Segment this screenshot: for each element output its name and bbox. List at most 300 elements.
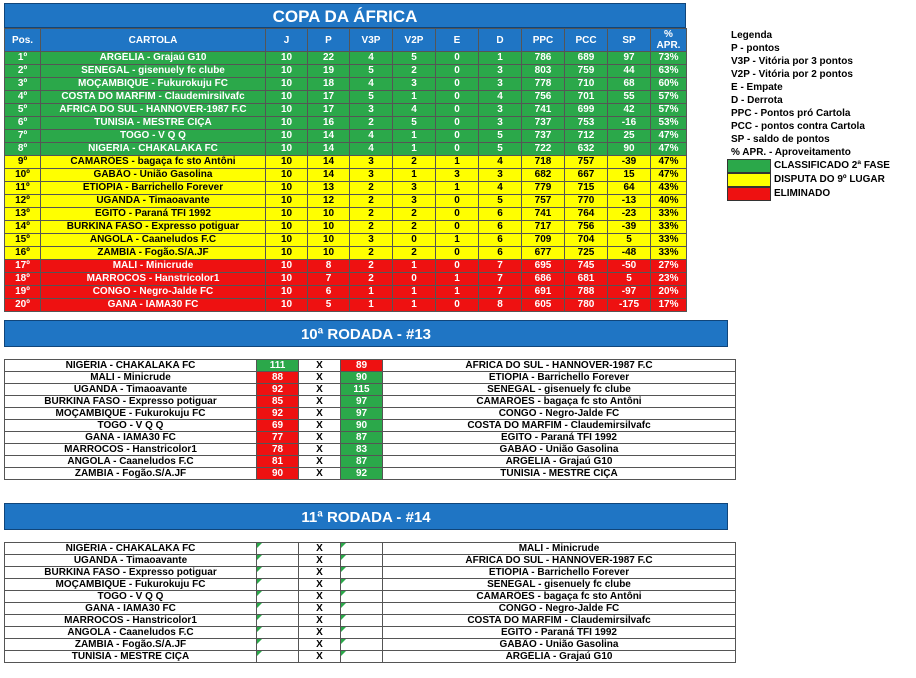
cell-pcc: 725 bbox=[565, 247, 608, 260]
match-row bbox=[5, 579, 736, 591]
cell-ppc: 756 bbox=[522, 91, 565, 104]
cell-apr: 23% bbox=[651, 273, 687, 286]
standings-row bbox=[5, 208, 687, 221]
cell-ppc: 709 bbox=[522, 234, 565, 247]
col-header-ppc: PPC bbox=[522, 29, 565, 52]
versus-label: X bbox=[299, 468, 341, 480]
cell-apr: 53% bbox=[651, 117, 687, 130]
cell-v2p: 2 bbox=[393, 221, 436, 234]
cell-pos: 18º bbox=[5, 273, 41, 286]
cell-cartola: NIGÉRIA - CHAKALAKA FC bbox=[41, 143, 266, 156]
away-score: 83 bbox=[341, 444, 383, 456]
cell-apr: 27% bbox=[651, 260, 687, 273]
cell-v3p: 2 bbox=[350, 182, 393, 195]
cell-v3p: 3 bbox=[350, 104, 393, 117]
cell-pcc: 756 bbox=[565, 221, 608, 234]
round11-matches-table bbox=[4, 542, 736, 663]
home-team: MARROCOS - Hanstricolor1 bbox=[5, 444, 257, 456]
match-row bbox=[5, 543, 736, 555]
cell-sp: -16 bbox=[608, 117, 651, 130]
standings-title: COPA DA ÁFRICA bbox=[4, 3, 686, 28]
away-team: MALI - Minicrude bbox=[383, 543, 736, 555]
standings-row bbox=[5, 130, 687, 143]
cell-d: 6 bbox=[479, 234, 522, 247]
away-team: EGITO - Paraná TFI 1992 bbox=[383, 627, 736, 639]
home-team: GANA - IAMA30 FC bbox=[5, 432, 257, 444]
cell-pcc: 701 bbox=[565, 91, 608, 104]
cell-v2p: 0 bbox=[393, 234, 436, 247]
cell-d: 5 bbox=[479, 143, 522, 156]
cell-cartola: SENEGAL - gisenuely fc clube bbox=[41, 65, 266, 78]
cell-p: 17 bbox=[308, 91, 350, 104]
cell-v3p: 2 bbox=[350, 260, 393, 273]
versus-label: X bbox=[299, 372, 341, 384]
legend-line: % APR. - Aproveitamento bbox=[731, 147, 851, 158]
cell-sp: 68 bbox=[608, 78, 651, 91]
cell-apr: 17% bbox=[651, 299, 687, 312]
cell-sp: 5 bbox=[608, 234, 651, 247]
away-score bbox=[341, 567, 383, 579]
cell-ppc: 741 bbox=[522, 208, 565, 221]
home-score: 69 bbox=[257, 420, 299, 432]
match-row bbox=[5, 591, 736, 603]
cell-v3p: 2 bbox=[350, 273, 393, 286]
cell-sp: -13 bbox=[608, 195, 651, 208]
cell-pcc: 699 bbox=[565, 104, 608, 117]
away-team: ETIÓPIA - Barrichello Forever bbox=[383, 372, 736, 384]
cell-j: 10 bbox=[266, 273, 308, 286]
cell-v2p: 5 bbox=[393, 117, 436, 130]
away-score bbox=[341, 651, 383, 663]
home-team: UGANDA - Timaoavante bbox=[5, 555, 257, 567]
cell-v3p: 1 bbox=[350, 286, 393, 299]
cell-cartola: ANGOLA - Caaneludos F.C bbox=[41, 234, 266, 247]
versus-label: X bbox=[299, 432, 341, 444]
cell-ppc: 677 bbox=[522, 247, 565, 260]
cell-v2p: 1 bbox=[393, 143, 436, 156]
cell-e: 0 bbox=[436, 260, 479, 273]
col-header-j: J bbox=[266, 29, 308, 52]
cell-v3p: 4 bbox=[350, 52, 393, 65]
cell-ppc: 605 bbox=[522, 299, 565, 312]
match-row bbox=[5, 420, 736, 432]
cell-v2p: 2 bbox=[393, 156, 436, 169]
cell-p: 22 bbox=[308, 52, 350, 65]
cell-pcc: 704 bbox=[565, 234, 608, 247]
away-score: 87 bbox=[341, 432, 383, 444]
cell-pos: 19º bbox=[5, 286, 41, 299]
col-header-sp: SP bbox=[608, 29, 651, 52]
away-team: CONGO - Negro-Jalde FC bbox=[383, 603, 736, 615]
cell-v2p: 1 bbox=[393, 130, 436, 143]
cell-j: 10 bbox=[266, 78, 308, 91]
cell-sp: 42 bbox=[608, 104, 651, 117]
cell-d: 6 bbox=[479, 221, 522, 234]
cell-ppc: 778 bbox=[522, 78, 565, 91]
cell-pos: 13º bbox=[5, 208, 41, 221]
cell-pcc: 745 bbox=[565, 260, 608, 273]
home-score: 78 bbox=[257, 444, 299, 456]
standings-row bbox=[5, 182, 687, 195]
col-header-v3p: V3P bbox=[350, 29, 393, 52]
standings-row bbox=[5, 104, 687, 117]
cell-sp: 97 bbox=[608, 52, 651, 65]
cell-cartola: TOGO - V Q Q bbox=[41, 130, 266, 143]
cell-pcc: 759 bbox=[565, 65, 608, 78]
away-score bbox=[341, 579, 383, 591]
away-team: ÁFRICA DO SUL - HANNOVER-1987 F.C bbox=[383, 555, 736, 567]
cell-d: 3 bbox=[479, 78, 522, 91]
cell-j: 10 bbox=[266, 286, 308, 299]
cell-v2p: 2 bbox=[393, 65, 436, 78]
away-team: ETIÓPIA - Barrichello Forever bbox=[383, 567, 736, 579]
cell-e: 1 bbox=[436, 234, 479, 247]
cell-d: 4 bbox=[479, 156, 522, 169]
col-header-d: D bbox=[479, 29, 522, 52]
cell-v3p: 3 bbox=[350, 234, 393, 247]
cell-e: 0 bbox=[436, 117, 479, 130]
standings-row bbox=[5, 52, 687, 65]
cell-pos: 8º bbox=[5, 143, 41, 156]
cell-j: 10 bbox=[266, 52, 308, 65]
cell-p: 14 bbox=[308, 156, 350, 169]
cell-ppc: 718 bbox=[522, 156, 565, 169]
cell-j: 10 bbox=[266, 234, 308, 247]
home-team: ANGOLA - Caaneludos F.C bbox=[5, 627, 257, 639]
cell-apr: 73% bbox=[651, 52, 687, 65]
away-score bbox=[341, 615, 383, 627]
versus-label: X bbox=[299, 543, 341, 555]
cell-sp: -48 bbox=[608, 247, 651, 260]
cell-sp: 5 bbox=[608, 273, 651, 286]
standings-table bbox=[4, 28, 687, 312]
cell-v2p: 2 bbox=[393, 247, 436, 260]
standings-row bbox=[5, 299, 687, 312]
cell-p: 7 bbox=[308, 273, 350, 286]
cell-v3p: 4 bbox=[350, 78, 393, 91]
home-score: 111 bbox=[257, 360, 299, 372]
col-header-e: E bbox=[436, 29, 479, 52]
cell-pcc: 715 bbox=[565, 182, 608, 195]
cell-sp: 25 bbox=[608, 130, 651, 143]
away-team: COSTA DO MARFIM - Claudemirsilvafc bbox=[383, 615, 736, 627]
home-score bbox=[257, 555, 299, 567]
match-row bbox=[5, 639, 736, 651]
zone-swatch-red bbox=[727, 187, 771, 201]
away-team: TUNÍSIA - MESTRE CIÇA bbox=[383, 468, 736, 480]
cell-cartola: ZAMBIA - Fogão.S/A.JF bbox=[41, 247, 266, 260]
cell-d: 3 bbox=[479, 104, 522, 117]
cell-sp: -23 bbox=[608, 208, 651, 221]
cell-d: 4 bbox=[479, 91, 522, 104]
away-score bbox=[341, 543, 383, 555]
round11-title: 11ª RODADA - #14 bbox=[4, 503, 728, 530]
cell-v2p: 0 bbox=[393, 273, 436, 286]
cell-sp: 55 bbox=[608, 91, 651, 104]
away-score bbox=[341, 603, 383, 615]
cell-pos: 15º bbox=[5, 234, 41, 247]
cell-e: 0 bbox=[436, 104, 479, 117]
cell-apr: 47% bbox=[651, 156, 687, 169]
cell-cartola: ÁFRICA DO SUL - HANNOVER-1987 F.C bbox=[41, 104, 266, 117]
cell-cartola: GABÃO - União Gasolina bbox=[41, 169, 266, 182]
home-team: TOGO - V Q Q bbox=[5, 420, 257, 432]
cell-pos: 1º bbox=[5, 52, 41, 65]
cell-e: 0 bbox=[436, 52, 479, 65]
cell-j: 10 bbox=[266, 169, 308, 182]
standings-row bbox=[5, 65, 687, 78]
home-score: 90 bbox=[257, 468, 299, 480]
cell-ppc: 737 bbox=[522, 130, 565, 143]
standings-row bbox=[5, 260, 687, 273]
cell-ppc: 786 bbox=[522, 52, 565, 65]
cell-apr: 47% bbox=[651, 143, 687, 156]
away-score: 97 bbox=[341, 396, 383, 408]
cell-pos: 10º bbox=[5, 169, 41, 182]
cell-v3p: 4 bbox=[350, 143, 393, 156]
cell-j: 10 bbox=[266, 299, 308, 312]
standings-row bbox=[5, 117, 687, 130]
cell-sp: 90 bbox=[608, 143, 651, 156]
cell-j: 10 bbox=[266, 104, 308, 117]
legend-line: P - pontos bbox=[731, 43, 780, 54]
match-row bbox=[5, 444, 736, 456]
cell-cartola: MARROCOS - Hanstricolor1 bbox=[41, 273, 266, 286]
home-score: 81 bbox=[257, 456, 299, 468]
cell-j: 10 bbox=[266, 91, 308, 104]
home-team: ZAMBIA - Fogão.S/A.JF bbox=[5, 468, 257, 480]
cell-apr: 33% bbox=[651, 221, 687, 234]
cell-d: 7 bbox=[479, 286, 522, 299]
cell-d: 1 bbox=[479, 52, 522, 65]
cell-pos: 4º bbox=[5, 91, 41, 104]
away-team: ARGÉLIA - Grajaú G10 bbox=[383, 651, 736, 663]
zone-label: ELIMINADO bbox=[774, 188, 831, 199]
home-team: ANGOLA - Caaneludos F.C bbox=[5, 456, 257, 468]
cell-ppc: 741 bbox=[522, 104, 565, 117]
match-row bbox=[5, 627, 736, 639]
cell-p: 10 bbox=[308, 208, 350, 221]
cell-apr: 33% bbox=[651, 208, 687, 221]
round10-body bbox=[5, 360, 736, 480]
cell-pcc: 780 bbox=[565, 299, 608, 312]
cell-p: 5 bbox=[308, 299, 350, 312]
cell-pcc: 757 bbox=[565, 156, 608, 169]
cell-d: 3 bbox=[479, 169, 522, 182]
cell-pcc: 770 bbox=[565, 195, 608, 208]
match-row bbox=[5, 555, 736, 567]
cell-v2p: 3 bbox=[393, 182, 436, 195]
cell-pos: 3º bbox=[5, 78, 41, 91]
away-score: 90 bbox=[341, 420, 383, 432]
cell-e: 0 bbox=[436, 299, 479, 312]
standings-row bbox=[5, 273, 687, 286]
cell-e: 0 bbox=[436, 208, 479, 221]
cell-e: 0 bbox=[436, 65, 479, 78]
away-team: ARGÉLIA - Grajaú G10 bbox=[383, 456, 736, 468]
cell-pos: 2º bbox=[5, 65, 41, 78]
home-team: GANA - IAMA30 FC bbox=[5, 603, 257, 615]
cell-cartola: EGITO - Paraná TFI 1992 bbox=[41, 208, 266, 221]
cell-v3p: 2 bbox=[350, 195, 393, 208]
cell-pcc: 764 bbox=[565, 208, 608, 221]
versus-label: X bbox=[299, 603, 341, 615]
match-row bbox=[5, 615, 736, 627]
home-score bbox=[257, 651, 299, 663]
versus-label: X bbox=[299, 591, 341, 603]
away-team: GABÃO - União Gasolina bbox=[383, 444, 736, 456]
zone-swatch-yellow bbox=[727, 173, 771, 187]
standings-row bbox=[5, 247, 687, 260]
col-header-p: P bbox=[308, 29, 350, 52]
home-team: NIGÉRIA - CHAKALAKA FC bbox=[5, 543, 257, 555]
cell-d: 7 bbox=[479, 260, 522, 273]
home-team: TOGO - V Q Q bbox=[5, 591, 257, 603]
cell-e: 3 bbox=[436, 169, 479, 182]
cell-v3p: 2 bbox=[350, 117, 393, 130]
cell-e: 0 bbox=[436, 221, 479, 234]
cell-sp: -175 bbox=[608, 299, 651, 312]
legend-line: PCC - pontos contra Cartola bbox=[731, 121, 865, 132]
cell-j: 10 bbox=[266, 130, 308, 143]
cell-e: 1 bbox=[436, 286, 479, 299]
cell-sp: 44 bbox=[608, 65, 651, 78]
cell-d: 8 bbox=[479, 299, 522, 312]
cell-j: 10 bbox=[266, 156, 308, 169]
standings-row bbox=[5, 143, 687, 156]
standings-row bbox=[5, 195, 687, 208]
versus-label: X bbox=[299, 456, 341, 468]
cell-v3p: 5 bbox=[350, 65, 393, 78]
match-row bbox=[5, 567, 736, 579]
versus-label: X bbox=[299, 651, 341, 663]
round10-title: 10ª RODADA - #13 bbox=[4, 320, 728, 347]
cell-d: 3 bbox=[479, 65, 522, 78]
cell-apr: 43% bbox=[651, 182, 687, 195]
versus-label: X bbox=[299, 360, 341, 372]
standings-row bbox=[5, 221, 687, 234]
cell-ppc: 695 bbox=[522, 260, 565, 273]
versus-label: X bbox=[299, 579, 341, 591]
cell-j: 10 bbox=[266, 143, 308, 156]
home-team: ZAMBIA - Fogão.S/A.JF bbox=[5, 639, 257, 651]
cell-p: 10 bbox=[308, 234, 350, 247]
home-score bbox=[257, 603, 299, 615]
cell-v2p: 1 bbox=[393, 286, 436, 299]
cell-e: 1 bbox=[436, 156, 479, 169]
cell-sp: -50 bbox=[608, 260, 651, 273]
cell-j: 10 bbox=[266, 117, 308, 130]
cell-p: 6 bbox=[308, 286, 350, 299]
match-row bbox=[5, 456, 736, 468]
cell-pcc: 712 bbox=[565, 130, 608, 143]
cell-sp: -39 bbox=[608, 156, 651, 169]
zone-swatch-green bbox=[727, 159, 771, 173]
home-score bbox=[257, 615, 299, 627]
cell-e: 0 bbox=[436, 78, 479, 91]
cell-sp: -97 bbox=[608, 286, 651, 299]
versus-label: X bbox=[299, 627, 341, 639]
cell-pos: 12º bbox=[5, 195, 41, 208]
match-row bbox=[5, 384, 736, 396]
cell-pos: 20º bbox=[5, 299, 41, 312]
cell-j: 10 bbox=[266, 247, 308, 260]
away-team: COSTA DO MARFIM - Claudemirsilvafc bbox=[383, 420, 736, 432]
cell-v3p: 2 bbox=[350, 247, 393, 260]
home-score: 85 bbox=[257, 396, 299, 408]
cell-cartola: COSTA DO MARFIM - Claudemirsilvafc bbox=[41, 91, 266, 104]
col-header-pos: Pos. bbox=[5, 29, 41, 52]
cell-p: 8 bbox=[308, 260, 350, 273]
cell-apr: 40% bbox=[651, 195, 687, 208]
cell-d: 3 bbox=[479, 117, 522, 130]
home-team: NIGÉRIA - CHAKALAKA FC bbox=[5, 360, 257, 372]
away-team: CAMARÕES - bagaça fc sto Antôni bbox=[383, 396, 736, 408]
zone-label: CLASSIFICADO 2ª FASE bbox=[774, 160, 890, 171]
cell-v2p: 3 bbox=[393, 195, 436, 208]
cell-ppc: 757 bbox=[522, 195, 565, 208]
cell-pcc: 788 bbox=[565, 286, 608, 299]
away-score bbox=[341, 627, 383, 639]
home-score: 92 bbox=[257, 408, 299, 420]
zone-label: DISPUTA DO 9º LUGAR bbox=[774, 174, 885, 185]
legend-zone-classified bbox=[727, 159, 890, 172]
match-row bbox=[5, 396, 736, 408]
away-team: GABÃO - União Gasolina bbox=[383, 639, 736, 651]
versus-label: X bbox=[299, 567, 341, 579]
home-team: MOÇAMBIQUE - Fukurokuju FC bbox=[5, 408, 257, 420]
away-team: ÁFRICA DO SUL - HANNOVER-1987 F.C bbox=[383, 360, 736, 372]
cell-p: 19 bbox=[308, 65, 350, 78]
cell-cartola: GANA - IAMA30 FC bbox=[41, 299, 266, 312]
cell-j: 10 bbox=[266, 182, 308, 195]
cell-cartola: ARGÉLIA - Grajaú G10 bbox=[41, 52, 266, 65]
cell-apr: 63% bbox=[651, 65, 687, 78]
versus-label: X bbox=[299, 396, 341, 408]
legend-line: E - Empate bbox=[731, 82, 783, 93]
away-score: 92 bbox=[341, 468, 383, 480]
cell-v2p: 1 bbox=[393, 260, 436, 273]
round11-body bbox=[5, 543, 736, 663]
standings-body bbox=[5, 52, 687, 312]
home-team: BURKINA FASO - Expresso potiguar bbox=[5, 396, 257, 408]
cell-e: 1 bbox=[436, 182, 479, 195]
away-score: 97 bbox=[341, 408, 383, 420]
away-team: SENEGAL - gisenuely fc clube bbox=[383, 579, 736, 591]
versus-label: X bbox=[299, 615, 341, 627]
cell-pos: 9º bbox=[5, 156, 41, 169]
cell-j: 10 bbox=[266, 195, 308, 208]
cell-ppc: 803 bbox=[522, 65, 565, 78]
away-score bbox=[341, 639, 383, 651]
legend-title: Legenda bbox=[731, 30, 773, 41]
cell-p: 13 bbox=[308, 182, 350, 195]
cell-v2p: 1 bbox=[393, 91, 436, 104]
cell-apr: 47% bbox=[651, 169, 687, 182]
cell-apr: 33% bbox=[651, 234, 687, 247]
cell-v2p: 2 bbox=[393, 208, 436, 221]
cell-pos: 16º bbox=[5, 247, 41, 260]
cell-cartola: TUNÍSIA - MESTRE CIÇA bbox=[41, 117, 266, 130]
cell-p: 16 bbox=[308, 117, 350, 130]
cell-p: 14 bbox=[308, 169, 350, 182]
home-score bbox=[257, 591, 299, 603]
standings-row bbox=[5, 156, 687, 169]
cell-pcc: 681 bbox=[565, 273, 608, 286]
versus-label: X bbox=[299, 444, 341, 456]
away-team: CONGO - Negro-Jalde FC bbox=[383, 408, 736, 420]
cell-j: 10 bbox=[266, 208, 308, 221]
